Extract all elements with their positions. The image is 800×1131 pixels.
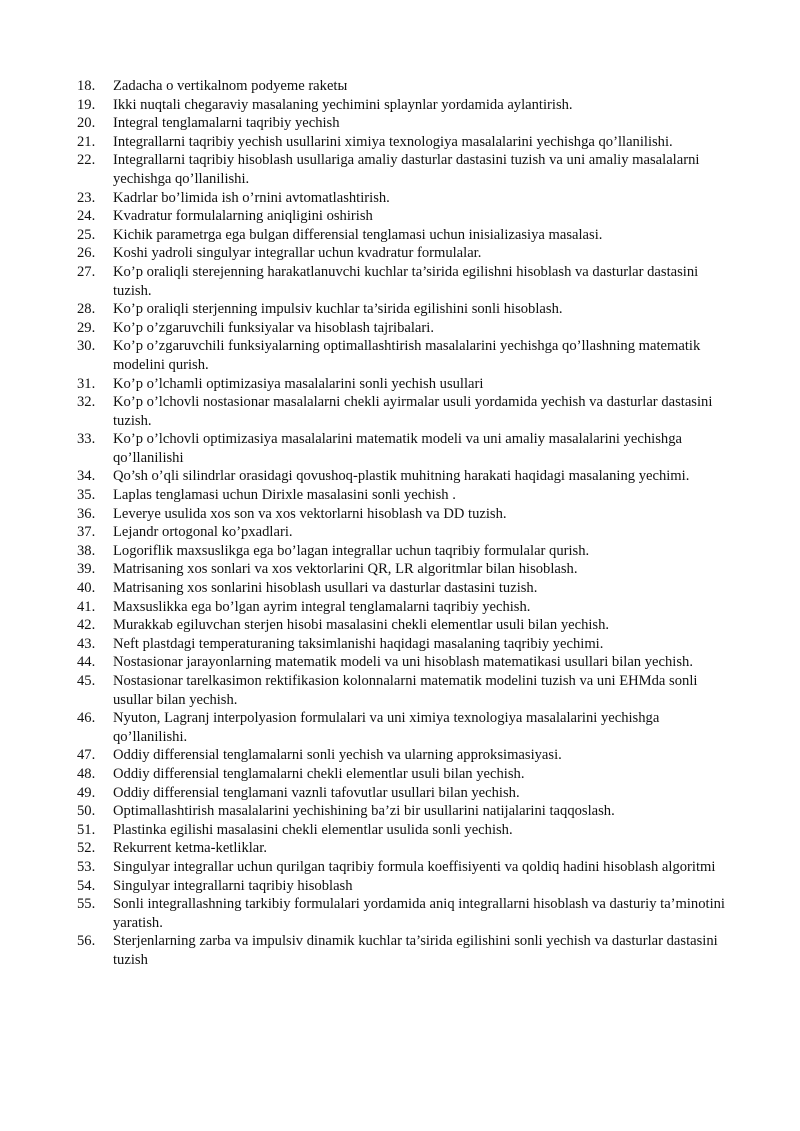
item-number: 49. xyxy=(77,784,96,801)
item-number: 33. xyxy=(77,431,96,448)
list-item xyxy=(77,895,737,932)
item-text: Nostasionar tarelkasimon rektifikasion kolonnalarni matematik modelini tuzish va uni EHMda sonli usullar bilan yechish. xyxy=(113,673,698,708)
item-text: Integrallarni taqribiy yechish usullarini ximiya texnologiya masalalarini yechishga qo’llanilishi. xyxy=(113,133,673,150)
list-item xyxy=(77,114,737,133)
list-item xyxy=(77,430,737,467)
item-number: 54. xyxy=(77,877,96,894)
item-text: Koshi yadroli singulyar integrallar uchun kvadratur formulalar. xyxy=(113,245,482,262)
item-number: 24. xyxy=(77,208,96,225)
item-text: Maxsuslikka ega bo’lgan ayrim integral tenglamalarni taqribiy yechish. xyxy=(113,598,531,615)
item-number: 44. xyxy=(77,654,96,671)
item-text: Sterjenlarning zarba va impulsiv dinamik kuchlar ta’sirida egilishini sonli yechish va dasturlar dastasini tuzish xyxy=(113,933,718,968)
list-item xyxy=(77,839,737,858)
item-text: Ko’p o’zgaruvchili funksiyalarning optimallashtirish masalalarini yechishga qo’llashning matematik modelini qurish. xyxy=(113,338,701,373)
item-number: 37. xyxy=(77,524,96,541)
item-text: Oddiy differensial tenglamalarni sonli yechish va ularning approksimasiyasi. xyxy=(113,747,562,764)
item-number: 31. xyxy=(77,375,96,392)
topic-list xyxy=(77,77,737,970)
item-number: 28. xyxy=(77,301,96,318)
list-item xyxy=(77,821,737,840)
list-item xyxy=(77,802,737,821)
list-item xyxy=(77,467,737,486)
item-text: Ko’p o’zgaruvchili funksiyalar va hisoblash tajribalari. xyxy=(113,319,434,336)
item-number: 50. xyxy=(77,803,96,820)
list-item xyxy=(77,709,737,746)
item-number: 48. xyxy=(77,765,96,782)
item-text: Kichik parametrga ega bulgan differensial tenglamasi uchun inisializasiya masalasi. xyxy=(113,226,603,243)
item-number: 41. xyxy=(77,598,96,615)
list-item xyxy=(77,375,737,394)
item-number: 45. xyxy=(77,673,96,689)
item-number: 21. xyxy=(77,133,96,150)
list-item xyxy=(77,77,737,96)
list-item xyxy=(77,542,737,561)
item-text: Plastinka egilishi masalasini chekli elementlar usulida sonli yechish. xyxy=(113,821,513,838)
list-item xyxy=(77,207,737,226)
list-item xyxy=(77,765,737,784)
item-number: 39. xyxy=(77,561,96,578)
list-item xyxy=(77,746,737,765)
item-text: Murakkab egiluvchan sterjen hisobi masalasini chekli elementlar usuli bilan yechish. xyxy=(113,617,610,634)
item-text: Ko’p o’lchovli nostasionar masalalarni chekli ayirmalar usuli yordamida yechish va dasturlar dastasini tuzish. xyxy=(113,394,713,429)
item-text: Qo’sh o’qli silindrlar orasidagi qovushoq-plastik muhitning harakati haqidagi masalaning yechimi. xyxy=(113,468,690,485)
list-item xyxy=(77,579,737,598)
item-number: 23. xyxy=(77,189,96,206)
item-text: Kvadratur formulalarning aniqligini oshirish xyxy=(113,208,373,225)
list-item xyxy=(77,932,737,969)
item-number: 36. xyxy=(77,505,96,522)
list-item xyxy=(77,151,737,188)
list-item xyxy=(77,226,737,245)
item-text: Optimallashtirish masalalarini yechishining ba’zi bir usullarini natijalarini taqqoslash. xyxy=(113,803,615,820)
item-number: 26. xyxy=(77,245,96,262)
item-text: Nyuton, Lagranj interpolyasion formulalari va uni ximiya texnologiya masalalarini yechishga qo’llanilishi. xyxy=(113,710,660,745)
item-text: Logoriflik maxsuslikga ega bo’lagan integrallar uchun taqribiy formulalar qurish. xyxy=(113,542,590,559)
list-item xyxy=(77,263,737,300)
list-item xyxy=(77,505,737,524)
item-number: 46. xyxy=(77,710,96,727)
item-text: Neft plastdagi temperaturaning taksimlanishi haqidagi masalaning taqribiy yechimi. xyxy=(113,635,604,652)
item-text: Ko’p o’lchovli optimizasiya masalalarini matematik modeli va uni amaliy masalalarini yechishga qo’llanilishi xyxy=(113,431,682,466)
item-number: 42. xyxy=(77,617,96,634)
item-number: 52. xyxy=(77,840,96,857)
item-text: Laplas tenglamasi uchun Dirixle masalasini sonli yechish . xyxy=(113,487,456,504)
item-number: 30. xyxy=(77,338,96,355)
item-text: Integrallarni taqribiy hisoblash usullariga amaliy dasturlar dastasini tuzish va uni amaliy masalalarni yechishga qo’llanilishi. xyxy=(113,152,700,187)
item-text: Lejandr ortogonal ko’pxadlari. xyxy=(113,524,293,541)
item-number: 22. xyxy=(77,152,96,169)
item-number: 19. xyxy=(77,96,96,113)
list-item xyxy=(77,635,737,654)
list-item xyxy=(77,96,737,115)
list-item xyxy=(77,598,737,617)
list-item xyxy=(77,653,737,672)
item-text: Leverye usulida xos son va xos vektorlarni hisoblash va DD tuzish. xyxy=(113,505,507,522)
item-text: Matrisaning xos sonlarini hisoblash usullari va dasturlar dastasini tuzish. xyxy=(113,580,538,597)
item-number: 20. xyxy=(77,115,96,132)
list-item xyxy=(77,393,737,430)
list-item xyxy=(77,300,737,319)
list-item xyxy=(77,133,737,152)
list-item xyxy=(77,784,737,803)
item-text: Nostasionar jarayonlarning matematik modeli va uni hisoblash matematikasi usullari bilan yechish. xyxy=(113,654,693,671)
item-number: 25. xyxy=(77,226,96,243)
item-text: Matrisaning xos sonlari va xos vektorlarini QR, LR algoritmlar bilan hisoblash. xyxy=(113,561,578,578)
item-text: Singulyar integrallar uchun qurilgan taqribiy formula koeffisiyenti va qoldiq hadini hisoblash algoritmi xyxy=(113,858,716,875)
list-item xyxy=(77,523,737,542)
list-item xyxy=(77,616,737,635)
item-text: Sonli integrallashning tarkibiy formulalari yordamida aniq integrallarni hisoblash va dasturiy ta’minotini yaratish. xyxy=(113,896,725,931)
list-item xyxy=(77,560,737,579)
item-text: Integral tenglamalarni taqribiy yechish xyxy=(113,115,340,132)
item-number: 47. xyxy=(77,747,96,764)
item-number: 53. xyxy=(77,858,96,875)
list-item xyxy=(77,244,737,263)
list-item xyxy=(77,189,737,208)
item-number: 35. xyxy=(77,487,96,504)
item-number: 27. xyxy=(77,263,96,280)
item-number: 18. xyxy=(77,78,96,94)
list-item xyxy=(77,672,737,709)
item-text: Oddiy differensial tenglamani vaznli tafovutlar usullari bilan yechish. xyxy=(113,784,520,801)
list-item xyxy=(77,486,737,505)
item-number: 29. xyxy=(77,319,96,336)
list-item xyxy=(77,337,737,374)
item-number: 34. xyxy=(77,468,96,485)
item-number: 32. xyxy=(77,394,96,411)
item-number: 56. xyxy=(77,933,96,950)
item-text: Oddiy differensial tenglamalarni chekli elementlar usuli bilan yechish. xyxy=(113,765,525,782)
list-item xyxy=(77,319,737,338)
item-text: Ko’p oraliqli sterejenning harakatlanuvchi kuchlar ta’sirida egilishni hisoblash va dasturlar dastasini tuzish. xyxy=(113,263,699,299)
item-text: Ikki nuqtali chegaraviy masalaning yechimini splaynlar yordamida aylantirish. xyxy=(113,96,573,113)
list-item xyxy=(77,858,737,877)
item-text: Kadrlar bo’limida ish o’rnini avtomatlashtirish. xyxy=(113,189,390,206)
item-number: 55. xyxy=(77,896,96,913)
item-text: Singulyar integrallarni taqribiy hisoblash xyxy=(113,877,353,894)
list-item xyxy=(77,877,737,896)
item-text: Rekurrent ketma-ketliklar. xyxy=(113,840,267,857)
item-text: Ko’p oraliqli sterjenning impulsiv kuchlar ta’sirida egilishini sonli hisoblash. xyxy=(113,301,563,318)
item-number: 40. xyxy=(77,580,96,597)
item-text: Ko’p o’lchamli optimizasiya masalalarini sonli yechish usullari xyxy=(113,375,484,392)
item-number: 38. xyxy=(77,542,96,559)
item-number: 43. xyxy=(77,635,96,652)
item-text: Zadacha o vertikalnom podyeme raketы xyxy=(113,78,348,94)
item-number: 51. xyxy=(77,821,96,838)
